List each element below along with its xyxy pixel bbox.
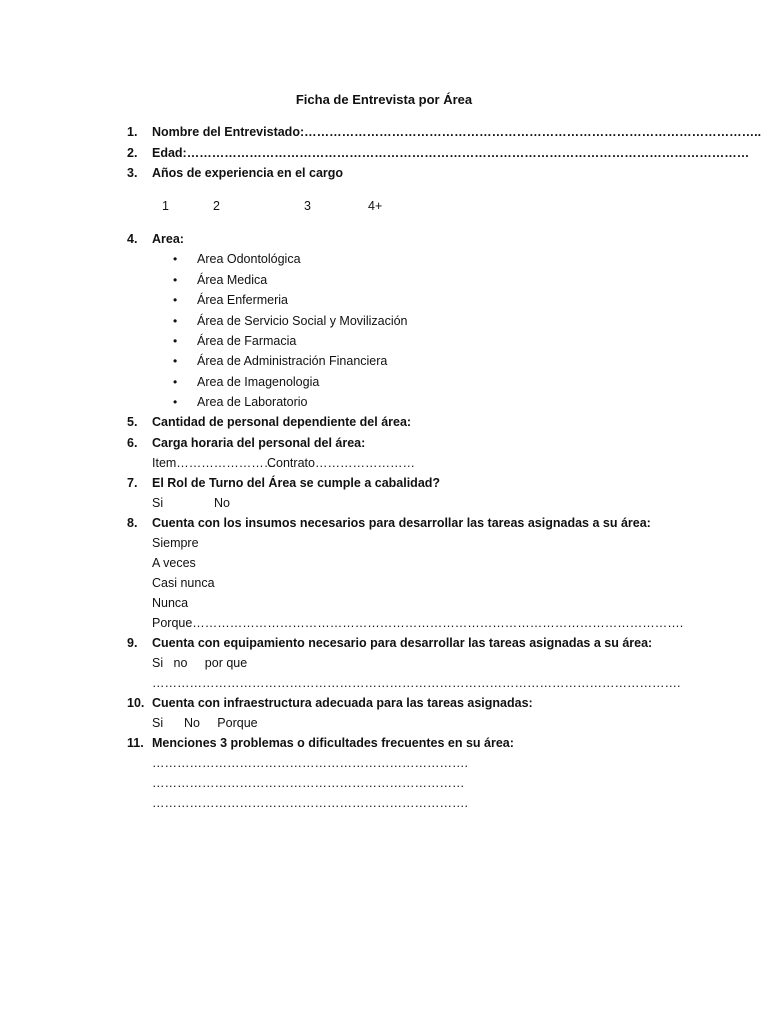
question-number: 8.	[127, 516, 138, 530]
question-text: Cuenta con los insumos necesarios para desarrollar las tareas asignadas a su área:	[152, 516, 651, 530]
bullet-icon: •	[173, 273, 178, 287]
area-option: Área de Farmacia	[197, 334, 297, 348]
question-number: 3.	[127, 166, 138, 180]
area-option: Área de Administración Financiera	[197, 354, 388, 368]
option-label: Nunca	[152, 596, 189, 610]
area-option: Area Odontológica	[197, 252, 301, 266]
question-number: 11.	[127, 736, 144, 750]
option-label: Casi nunca	[152, 576, 215, 590]
document-title: Ficha de Entrevista por Área	[295, 92, 473, 107]
area-option: Area de Laboratorio	[197, 395, 308, 409]
question-text: Edad:………………………………………………………………………………………………………………………	[152, 146, 750, 160]
question-text: Cuenta con equipamiento necesario para desarrollar las tareas asignadas a su área:	[152, 636, 653, 650]
question-text: Cantidad de personal dependiente del área:	[152, 415, 412, 429]
answer-line: Si No Porque	[152, 716, 258, 730]
experience-option: 4+	[368, 199, 383, 213]
bullet-icon: •	[173, 354, 178, 368]
experience-option: 3	[304, 199, 311, 213]
area-option: Área de Servicio Social y Movilización	[197, 314, 408, 328]
area-option: Área Medica	[197, 273, 268, 287]
bullet-icon: •	[173, 334, 178, 348]
bullet-icon: •	[173, 293, 178, 307]
contrato-field: Contrato……………………	[267, 456, 415, 470]
option-si: Si	[152, 496, 164, 510]
question-number: 4.	[127, 232, 138, 246]
question-text: Area:	[152, 232, 184, 246]
experience-option: 1	[162, 199, 169, 213]
question-number: 1.	[127, 125, 138, 139]
bullet-icon: •	[173, 252, 178, 266]
area-option: Area de Imagenologia	[197, 375, 320, 389]
question-text: Nombre del Entrevistado:………………………………………………………………………………………………..	[152, 125, 762, 139]
answer-line: Si no por que	[152, 656, 248, 670]
question-number: 7.	[127, 476, 138, 490]
bullet-icon: •	[173, 314, 178, 328]
question-number: 2.	[127, 146, 138, 160]
question-text: Menciones 3 problemas o dificultades frecuentes en su área:	[152, 736, 514, 750]
dotted-line: ………………………………………………………………….	[152, 756, 468, 770]
question-text: Años de experiencia en el cargo	[152, 166, 344, 180]
item-field: Item……………………	[152, 456, 277, 470]
option-label: A veces	[152, 556, 196, 570]
question-text: Carga horaria del personal del área:	[152, 436, 366, 450]
area-option: Área Enfermeria	[197, 293, 289, 307]
dotted-line: …………………………………………………………………	[152, 776, 465, 790]
question-number: 6.	[127, 436, 138, 450]
option-no: No	[214, 496, 230, 510]
question-text: Cuenta con infraestructura adecuada para las tareas asignadas:	[152, 696, 533, 710]
question-number: 5.	[127, 415, 138, 429]
bullet-icon: •	[173, 375, 178, 389]
dotted-line: ……………………………………………………………………………………………………………….	[152, 676, 681, 690]
question-text: El Rol de Turno del Área se cumple a cabalidad?	[152, 476, 441, 490]
bullet-icon: •	[173, 395, 178, 409]
experience-option: 2	[213, 199, 220, 213]
question-number: 9.	[127, 636, 138, 650]
porque-line: Porque……………………………………………………………………………………………………….	[152, 616, 684, 630]
option-label: Siempre	[152, 536, 199, 550]
question-number: 10.	[127, 696, 145, 710]
dotted-line: ………………………………………………………………….	[152, 796, 468, 810]
